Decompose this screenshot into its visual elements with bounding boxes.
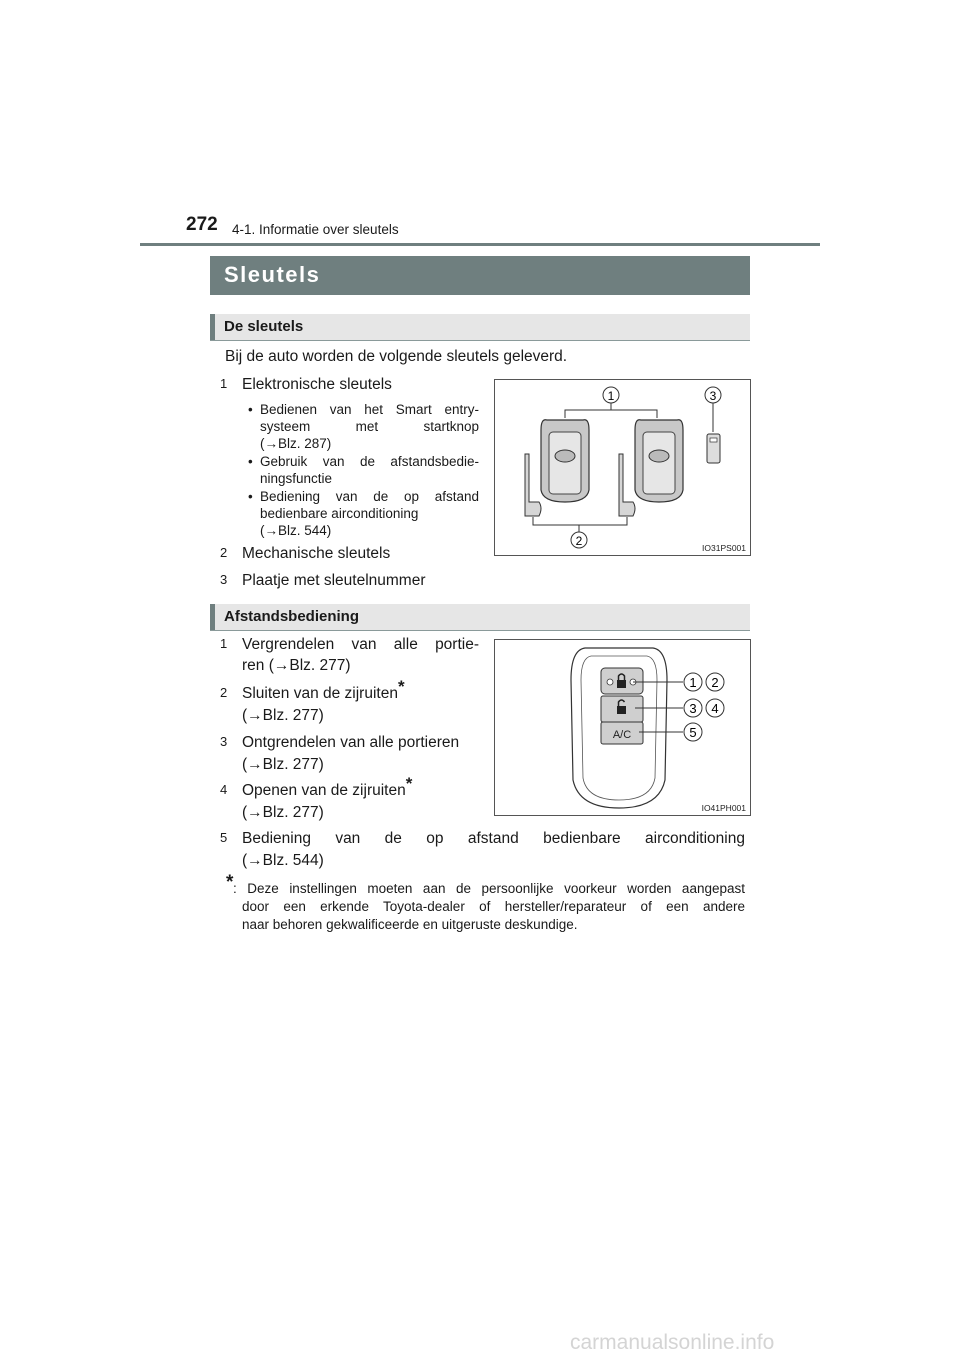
remote-item-4-line-2: (→Blz. 277) [242,804,324,821]
remote-item-3-line-2: (→Blz. 277) [242,756,324,773]
remote-item-1-line-1: Vergrendelen van alle portie- [242,636,479,653]
remote-item-5-line-1: Bediening van de op afstand bedienbare airconditioning [242,830,745,847]
mechanical-key-right [619,454,635,516]
keys-figure [494,379,751,556]
remote-callout-1: 1 [689,675,697,690]
watermark: carmanualsonline.info [570,1331,775,1354]
footnote-line-3: naar behoren gekwalificeerde en uitgeruste deskundige. [242,917,578,932]
remote-callout-5: 5 [689,725,697,740]
bullet-3-line-2: bedienbare airconditioning [260,506,419,521]
figure-code-remote: IO41PH001 [701,803,746,813]
remote-figure [494,639,751,816]
footnote-marker: * [226,872,234,893]
remote-callout-2: 2 [711,675,719,690]
keys-intro: Bij de auto worden de volgende sleutels geleverd. [225,348,568,365]
bullet-dot: • [248,454,253,469]
remote-item-1-number: 1 [220,636,228,651]
bullet-3-line-1: Bediening van de op afstand [260,489,479,504]
bullet-1-line-1: Bedienen van het Smart entry- [260,402,479,417]
footnote-star: * [397,676,405,696]
keys-illustration [495,380,750,555]
subsection-heading-keys [210,314,750,341]
bullet-3-line-3: (→Blz. 544) [260,523,332,538]
bullet-1-line-2: systeem met startknop [260,419,479,434]
mechanical-key-left [525,454,541,516]
remote-item-2-line-2: (→Blz. 277) [242,707,324,724]
header-rule [140,243,820,246]
bullet-2-line-1: Gebruik van de afstandsbedie- [260,454,479,469]
remote-callout-4: 4 [711,701,719,716]
keys-item-2-label: Mechanische sleutels [242,545,391,562]
figure-code-keys: IO31PS001 [702,543,746,553]
remote-callout-3: 3 [689,701,697,716]
remote-item-2-number: 2 [220,685,228,700]
callout-3: 3 [709,389,717,403]
subsection-title-keys: De sleutels [224,318,304,335]
bullet-dot: • [248,489,253,504]
remote-item-2-line-1: Sluiten van de zijruiten* [242,676,405,702]
callout-2: 2 [575,534,583,548]
remote-item-5-line-2: (→Blz. 544) [242,852,324,869]
keys-item-1-number: 1 [220,376,228,391]
subsection-title-remote: Afstandsbediening [224,608,360,625]
remote-item-5-number: 5 [220,830,228,845]
chapter-title: 4-1. Informatie over sleutels [232,222,399,237]
section-title-bar [210,256,750,295]
remote-item-3-line-1: Ontgrendelen van alle portieren [242,734,460,751]
subsection-heading-remote [210,604,750,631]
remote-item-4-number: 4 [220,782,228,797]
footnote-line-1: : Deze instellingen moeten aan de persoonlijke voorkeur worden aangepast [233,881,745,896]
callout-1: 1 [607,389,615,403]
page-number: 272 [186,214,218,235]
bullet-2-line-2: ningsfunctie [260,471,333,486]
remote-item-4-line-1: Openen van de zijruiten* [242,773,413,799]
section-title: Sleutels [224,262,321,287]
remote-illustration [495,640,750,815]
bullet-1-line-3: (→Blz. 287) [260,436,332,451]
keys-item-3-number: 3 [220,572,228,587]
keys-item-1-label: Elektronische sleutels [242,376,392,393]
remote-item-1-line-2: ren (→Blz. 277) [242,657,351,674]
remote-item-3-number: 3 [220,734,228,749]
footnote-star: * [405,773,413,793]
bullet-dot: • [248,402,253,417]
keys-item-3-label: Plaatje met sleutelnummer [242,572,426,589]
keys-item-2-number: 2 [220,545,228,560]
ac-label: A/C [612,729,632,741]
footnote-line-2: door een erkende Toyota-dealer of hersteller/reparateur of een andere [242,899,745,914]
